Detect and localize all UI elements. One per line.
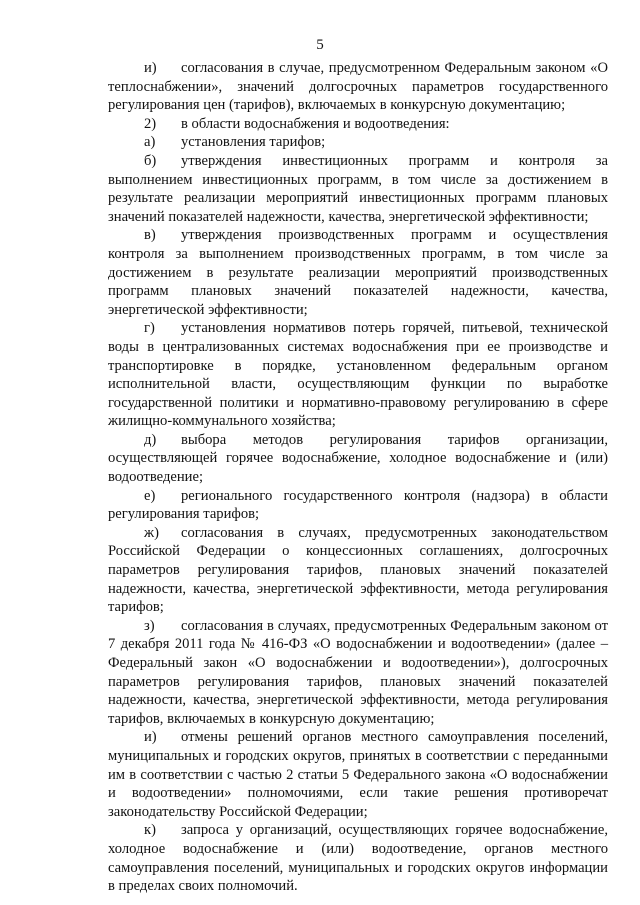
item-text: установления нормативов потерь горячей, питьевой, технической воды в централизованных системах водоснабжения при ее производстве и транспортировке в порядке, установленном федеральным органом исполнительной власти, осуществляющим функции по выработке государственной политики и нормативно-правовому регулированию в сфере жилищно-коммунального хозяйства; xyxy=(108,320,608,430)
item-text: запроса у организаций, осуществляющих горячее водоснабжение, холодное водоснабжение и (или) водоотведение, органов местного самоуправления поселений, муниципальных и городских округов информации в пределах своих полномочий. xyxy=(108,822,608,895)
item-text: утверждения производственных программ и осуществления контроля за выполнением производственных программ, в том числе за достижением в результате реализации мероприятий производственных программ плановых значений показателей надежности, качества, энергетической эффективности; xyxy=(108,227,608,318)
item-marker: б) xyxy=(144,152,157,169)
item-text: установления тарифов; xyxy=(181,134,326,151)
item-marker: е) xyxy=(144,487,156,504)
item-marker: к) xyxy=(144,822,156,839)
item-marker: ж) xyxy=(144,524,159,541)
item-marker: и) xyxy=(144,60,157,76)
list-item xyxy=(108,319,608,431)
item-text: отмены решений органов местного самоуправления поселений, муниципальных и городских округов, принятых в соответствии с переданными им в соответствии с частью 2 статьи 5 Федерального закона «О водоснабжении и водоотведении» полномочиями, если такие решения противоречат законодательству Российской Федерации; xyxy=(108,729,608,820)
page-number: 5 xyxy=(316,37,324,53)
list-item xyxy=(108,821,608,895)
list-item xyxy=(108,133,608,152)
item-marker: з) xyxy=(144,617,155,634)
item-marker: а) xyxy=(144,134,156,151)
item-marker: и) xyxy=(144,729,157,746)
item-text: согласования в случаях, предусмотренных Федеральным законом от 7 декабря 2011 года № 416-ФЗ «О водоснабжении и водоотведении» (далее – Федеральный закон «О водоснабжении и водоотведении»), долгосрочных параметров регулирования тарифов, плановых значений показателей надежности, качества, энергетической эффективности, метода регулирования тарифов, включаемых в конкурсную документацию; xyxy=(108,617,608,727)
item-text: регионального государственного контроля (надзора) в области регулирования тарифов; xyxy=(108,487,608,523)
item-text: утверждения инвестиционных программ и контроля за выполнением инвестиционных программ, в том числе за достижением в результате реализации мероприятий инвестиционных программ плановых значений показателей надежности, качества, энергетической эффективности; xyxy=(108,152,608,225)
item-marker: д) xyxy=(144,431,157,448)
item-text: согласования в случаях, предусмотренных законодательством Российской Федерации о концессионных соглашениях, долгосрочных параметров регулирования тарифов, плановых значений показателей надежности, качества, энергетической эффективности, метода регулирования тарифов; xyxy=(108,524,608,616)
item-text: согласования в случае, предусмотренном Федеральным законом «О теплоснабжении», значений долгосрочных параметров государственного регулирования цен (тарифов), включаемых в конкурсную документацию; xyxy=(108,60,608,114)
list-item xyxy=(108,487,608,524)
list-item xyxy=(108,728,608,821)
list-item xyxy=(108,226,608,319)
document-body xyxy=(108,59,608,896)
list-item xyxy=(108,617,608,729)
item-text: в области водоснабжения и водоотведения: xyxy=(181,115,450,132)
list-item xyxy=(108,524,608,617)
item-text: выбора методов регулирования тарифов организации, осуществляющей горячее водоснабжение, холодное водоснабжение и (или) водоотведение; xyxy=(108,431,608,486)
item-marker: 2) xyxy=(144,115,157,132)
list-item xyxy=(108,152,608,226)
item-marker: в) xyxy=(144,227,156,244)
list-item xyxy=(108,59,608,115)
item-marker: г) xyxy=(144,320,155,337)
list-item xyxy=(108,431,608,487)
list-item xyxy=(108,115,608,134)
